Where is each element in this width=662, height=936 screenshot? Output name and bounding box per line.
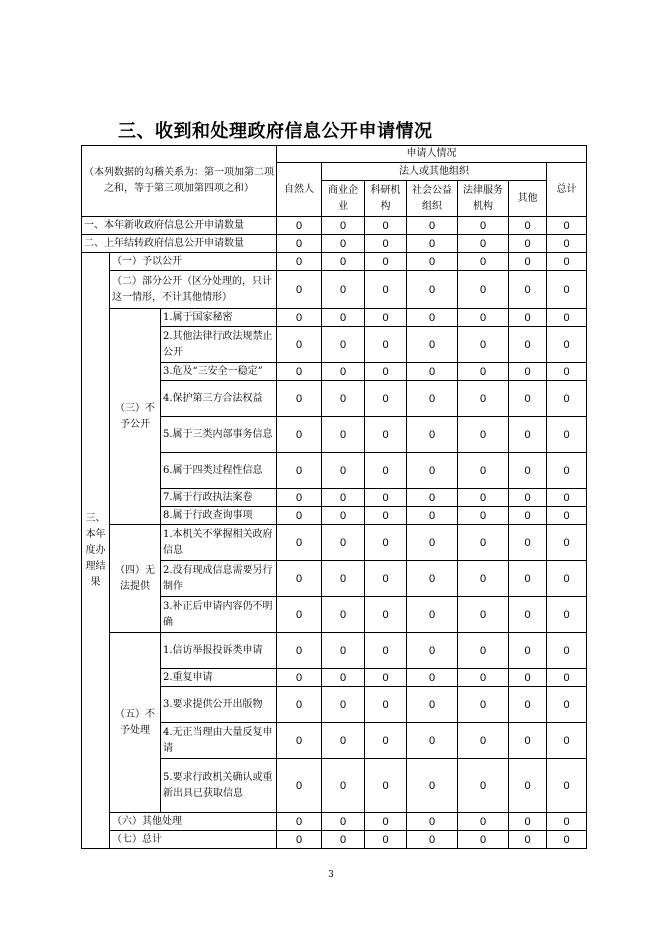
value-cell: 0 <box>547 363 587 381</box>
value-cell: 0 <box>458 507 509 525</box>
value-cell: 0 <box>365 561 407 597</box>
value-cell: 0 <box>407 561 458 597</box>
value-cell: 0 <box>509 813 547 831</box>
value-cell: 0 <box>547 271 587 309</box>
value-cell: 0 <box>458 363 509 381</box>
value-cell: 0 <box>365 723 407 759</box>
value-cell: 0 <box>509 633 547 669</box>
table-row <box>82 309 587 327</box>
value-cell: 0 <box>365 813 407 831</box>
commerce-header: 商业企业 <box>322 181 365 217</box>
value-cell: 0 <box>547 381 587 417</box>
table-row <box>82 217 587 235</box>
value-cell: 0 <box>365 831 407 849</box>
value-cell: 0 <box>322 235 365 253</box>
value-cell: 0 <box>458 633 509 669</box>
value-cell: 0 <box>509 489 547 507</box>
value-cell: 0 <box>322 309 365 327</box>
value-cell: 0 <box>458 217 509 235</box>
value-cell: 0 <box>407 669 458 687</box>
table-row <box>82 633 587 669</box>
value-cell: 0 <box>407 687 458 723</box>
value-cell: 0 <box>547 489 587 507</box>
value-cell: 0 <box>547 327 587 363</box>
value-cell: 0 <box>322 217 365 235</box>
value-cell: 0 <box>458 381 509 417</box>
value-cell: 0 <box>365 271 407 309</box>
social-header: 社会公益组织 <box>407 181 458 217</box>
value-cell: 0 <box>365 253 407 271</box>
value-cell: 0 <box>365 633 407 669</box>
value-cell: 0 <box>322 669 365 687</box>
table-row <box>82 253 587 271</box>
value-cell: 0 <box>509 687 547 723</box>
value-cell: 0 <box>547 417 587 453</box>
row-label: 5.属于三类内部事务信息 <box>161 417 277 453</box>
value-cell: 0 <box>407 217 458 235</box>
value-cell: 0 <box>365 669 407 687</box>
value-cell: 0 <box>277 489 322 507</box>
value-cell: 0 <box>509 525 547 561</box>
value-cell: 0 <box>322 363 365 381</box>
value-cell: 0 <box>547 561 587 597</box>
value-cell: 0 <box>322 507 365 525</box>
value-cell: 0 <box>322 597 365 633</box>
value-cell: 0 <box>509 381 547 417</box>
value-cell: 0 <box>407 723 458 759</box>
value-cell: 0 <box>407 363 458 381</box>
value-cell: 0 <box>365 235 407 253</box>
value-cell: 0 <box>322 271 365 309</box>
value-cell: 0 <box>458 561 509 597</box>
value-cell: 0 <box>458 669 509 687</box>
value-cell: 0 <box>277 453 322 489</box>
other-header: 其他 <box>509 181 547 217</box>
row-label: 2.没有现成信息需要另行制作 <box>161 561 277 597</box>
total-header: 总计 <box>547 163 587 217</box>
value-cell: 0 <box>277 417 322 453</box>
value-cell: 0 <box>547 759 587 813</box>
value-cell: 0 <box>277 525 322 561</box>
value-cell: 0 <box>322 253 365 271</box>
row-label: 3.补正后申请内容仍不明确 <box>161 597 277 633</box>
value-cell: 0 <box>509 669 547 687</box>
value-cell: 0 <box>407 759 458 813</box>
value-cell: 0 <box>322 723 365 759</box>
value-cell: 0 <box>365 217 407 235</box>
value-cell: 0 <box>365 759 407 813</box>
row-label: 8.属于行政查询事项 <box>161 507 277 525</box>
value-cell: 0 <box>365 309 407 327</box>
value-cell: 0 <box>547 253 587 271</box>
value-cell: 0 <box>277 327 322 363</box>
value-cell: 0 <box>277 759 322 813</box>
value-cell: 0 <box>407 597 458 633</box>
value-cell: 0 <box>407 813 458 831</box>
research-header: 科研机构 <box>365 181 407 217</box>
value-cell: 0 <box>458 417 509 453</box>
value-cell: 0 <box>547 453 587 489</box>
value-cell: 0 <box>509 235 547 253</box>
value-cell: 0 <box>547 507 587 525</box>
value-cell: 0 <box>458 723 509 759</box>
value-cell: 0 <box>509 831 547 849</box>
value-cell: 0 <box>509 309 547 327</box>
value-cell: 0 <box>509 217 547 235</box>
value-cell: 0 <box>458 597 509 633</box>
row-label: （七）总计 <box>110 831 277 849</box>
value-cell: 0 <box>407 525 458 561</box>
value-cell: 0 <box>277 507 322 525</box>
value-cell: 0 <box>365 507 407 525</box>
value-cell: 0 <box>407 327 458 363</box>
value-cell: 0 <box>277 669 322 687</box>
value-cell: 0 <box>509 597 547 633</box>
value-cell: 0 <box>509 561 547 597</box>
legal-header: 法人或其他组织 <box>322 163 547 181</box>
value-cell: 0 <box>277 831 322 849</box>
row-label: 3.危及“三安全一稳定” <box>161 363 277 381</box>
table-row <box>82 271 587 309</box>
row-label: （二）部分公开（区分处理的，只计这一情形，不计其他情形） <box>110 271 277 309</box>
value-cell: 0 <box>277 687 322 723</box>
value-cell: 0 <box>365 687 407 723</box>
value-cell: 0 <box>509 327 547 363</box>
value-cell: 0 <box>277 253 322 271</box>
table-row <box>82 831 587 849</box>
value-cell: 0 <box>322 327 365 363</box>
value-cell: 0 <box>365 453 407 489</box>
value-cell: 0 <box>365 489 407 507</box>
value-cell: 0 <box>365 597 407 633</box>
row-label: （六）其他处理 <box>110 813 277 831</box>
value-cell: 0 <box>365 417 407 453</box>
value-cell: 0 <box>322 417 365 453</box>
section-title: 三、收到和处理政府信息公开申请情况 <box>118 121 433 142</box>
value-cell: 0 <box>547 813 587 831</box>
value-cell: 0 <box>322 381 365 417</box>
applicant-header: 申请人情况 <box>277 146 587 163</box>
value-cell: 0 <box>407 235 458 253</box>
value-cell: 0 <box>547 633 587 669</box>
page-number: 3 <box>328 870 334 880</box>
value-cell: 0 <box>277 633 322 669</box>
value-cell: 0 <box>407 831 458 849</box>
value-cell: 0 <box>458 687 509 723</box>
row-label: （一）予以公开 <box>110 253 277 271</box>
value-cell: 0 <box>458 525 509 561</box>
value-cell: 0 <box>322 633 365 669</box>
row-label: 3.要求提供公开出版物 <box>161 687 277 723</box>
value-cell: 0 <box>407 489 458 507</box>
row-label: 1.本机关不掌握相关政府信息 <box>161 525 277 561</box>
value-cell: 0 <box>458 759 509 813</box>
value-cell: 0 <box>509 253 547 271</box>
value-cell: 0 <box>458 489 509 507</box>
group-label: （五）不予处理 <box>110 633 161 813</box>
group-label: （四）无法提供 <box>110 525 161 633</box>
value-cell: 0 <box>277 271 322 309</box>
row-label: 2.其他法律行政法规禁止公开 <box>161 327 277 363</box>
law-header: 法律服务机构 <box>458 181 509 217</box>
value-cell: 0 <box>407 253 458 271</box>
table-row <box>82 813 587 831</box>
value-cell: 0 <box>322 831 365 849</box>
value-cell: 0 <box>277 363 322 381</box>
result-label: 三、本年度办理结果 <box>82 253 110 849</box>
value-cell: 0 <box>509 363 547 381</box>
value-cell: 0 <box>322 687 365 723</box>
value-cell: 0 <box>547 597 587 633</box>
value-cell: 0 <box>322 525 365 561</box>
value-cell: 0 <box>509 271 547 309</box>
value-cell: 0 <box>407 417 458 453</box>
value-cell: 0 <box>458 813 509 831</box>
row-label: 1.属于国家秘密 <box>161 309 277 327</box>
value-cell: 0 <box>547 309 587 327</box>
value-cell: 0 <box>458 235 509 253</box>
value-cell: 0 <box>277 813 322 831</box>
value-cell: 0 <box>509 417 547 453</box>
value-cell: 0 <box>322 813 365 831</box>
value-cell: 0 <box>547 217 587 235</box>
value-cell: 0 <box>547 669 587 687</box>
natural-header: 自然人 <box>277 163 322 217</box>
value-cell: 0 <box>407 309 458 327</box>
value-cell: 0 <box>322 759 365 813</box>
group-label: （三）不予公开 <box>110 309 161 525</box>
value-cell: 0 <box>509 723 547 759</box>
row-label: 4.保护第三方合法权益 <box>161 381 277 417</box>
note-cell: （本列数据的勾稽关系为：第一项加第二项之和，等于第三项加第四项之和） <box>82 146 277 217</box>
value-cell: 0 <box>458 831 509 849</box>
value-cell: 0 <box>407 633 458 669</box>
value-cell: 0 <box>509 759 547 813</box>
value-cell: 0 <box>407 381 458 417</box>
value-cell: 0 <box>458 453 509 489</box>
value-cell: 0 <box>365 327 407 363</box>
applications-table <box>81 145 587 849</box>
value-cell: 0 <box>407 271 458 309</box>
value-cell: 0 <box>458 253 509 271</box>
value-cell: 0 <box>547 687 587 723</box>
row-label: 4.无正当理由大量反复申请 <box>161 723 277 759</box>
value-cell: 0 <box>458 271 509 309</box>
value-cell: 0 <box>322 489 365 507</box>
row-label: 2.重复申请 <box>161 669 277 687</box>
row-label: 6.属于四类过程性信息 <box>161 453 277 489</box>
value-cell: 0 <box>547 235 587 253</box>
value-cell: 0 <box>277 309 322 327</box>
value-cell: 0 <box>458 309 509 327</box>
value-cell: 0 <box>547 831 587 849</box>
row-label: 二、上年结转政府信息公开申请数量 <box>82 235 277 253</box>
value-cell: 0 <box>365 363 407 381</box>
value-cell: 0 <box>547 525 587 561</box>
value-cell: 0 <box>277 723 322 759</box>
value-cell: 0 <box>509 507 547 525</box>
value-cell: 0 <box>277 217 322 235</box>
value-cell: 0 <box>407 453 458 489</box>
table-row <box>82 525 587 561</box>
row-label: 5.要求行政机关确认或重新出具已获取信息 <box>161 759 277 813</box>
value-cell: 0 <box>407 507 458 525</box>
header-row-1 <box>82 146 587 163</box>
value-cell: 0 <box>458 327 509 363</box>
value-cell: 0 <box>322 453 365 489</box>
row-label: 1.信访举报投诉类申请 <box>161 633 277 669</box>
value-cell: 0 <box>277 381 322 417</box>
value-cell: 0 <box>322 561 365 597</box>
value-cell: 0 <box>547 723 587 759</box>
row-label: 一、本年新收政府信息公开申请数量 <box>82 217 277 235</box>
table-row <box>82 235 587 253</box>
value-cell: 0 <box>277 235 322 253</box>
value-cell: 0 <box>365 525 407 561</box>
value-cell: 0 <box>277 561 322 597</box>
row-label: 7.属于行政执法案卷 <box>161 489 277 507</box>
value-cell: 0 <box>365 381 407 417</box>
value-cell: 0 <box>509 453 547 489</box>
value-cell: 0 <box>277 597 322 633</box>
